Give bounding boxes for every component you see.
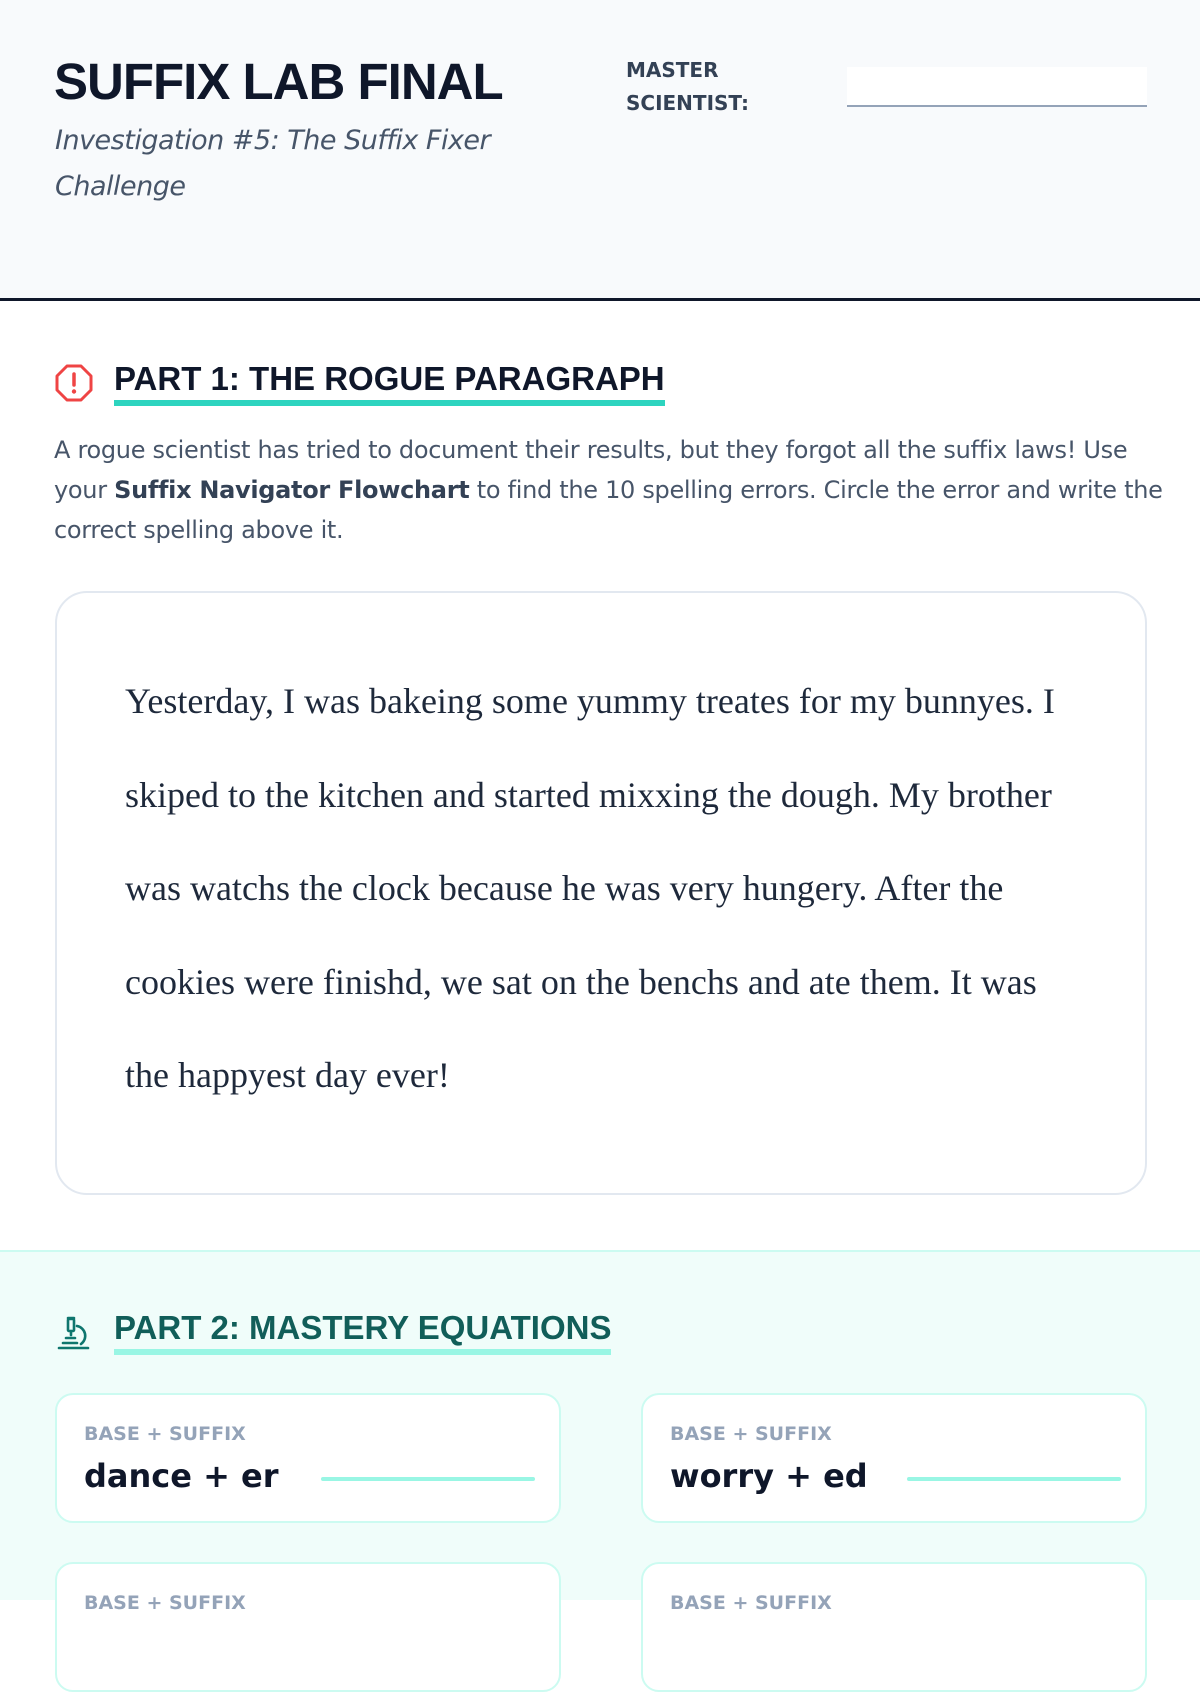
equation-card [55, 1562, 561, 1692]
equation-expression: dance + er [84, 1457, 279, 1495]
equation-label: BASE + SUFFIX [670, 1592, 832, 1614]
part2-heading-text: PART 2: MASTERY EQUATIONS [114, 1309, 611, 1355]
equation-card [641, 1393, 1147, 1523]
equation-label: BASE + SUFFIX [84, 1592, 246, 1614]
microscope-icon [54, 1312, 94, 1352]
equation-label: BASE + SUFFIX [84, 1423, 246, 1445]
alert-octagon-icon [54, 363, 94, 403]
worksheet-header [0, 0, 1200, 301]
part1-heading-text: PART 1: THE ROGUE PARAGRAPH [114, 360, 665, 406]
equation-card [641, 1562, 1147, 1692]
instructions-text-before: A rogue scientist has tried to document their results, but they forgot all the suffix laws! Use your [54, 436, 1128, 504]
instructions-text-after: to find the 10 spelling errors. Circle the error and write the correct spelling above it. [54, 476, 1163, 544]
scientist-label: MASTER SCIENTIST: [626, 58, 749, 115]
part2-heading [54, 1309, 611, 1355]
rogue-paragraph[interactable]: Yesterday, I was bakeing some yummy treates for my bunnyes. I skiped to the kitchen and started mixxing the dough. My brother was watchs the clock because he was very hungery. After the cookies were finishd, we sat on the benchs and ate them. It was the happyest day ever! [125, 681, 1055, 1095]
page-title: SUFFIX LAB FINAL [54, 53, 503, 110]
part1-heading [54, 360, 665, 406]
flowchart-reference: Suffix Navigator Flowchart [114, 476, 470, 504]
equation-card [55, 1393, 561, 1523]
scientist-name-field[interactable] [847, 67, 1147, 107]
equation-label: BASE + SUFFIX [670, 1423, 832, 1445]
equation-expression: worry + ed [670, 1457, 868, 1495]
part1-instructions [54, 430, 1164, 550]
page-subtitle: Investigation #5: The Suffix Fixer Challenge [55, 125, 491, 202]
rogue-paragraph-box [55, 591, 1147, 1195]
equation-answer-line[interactable] [907, 1477, 1121, 1481]
equation-answer-line[interactable] [321, 1477, 535, 1481]
